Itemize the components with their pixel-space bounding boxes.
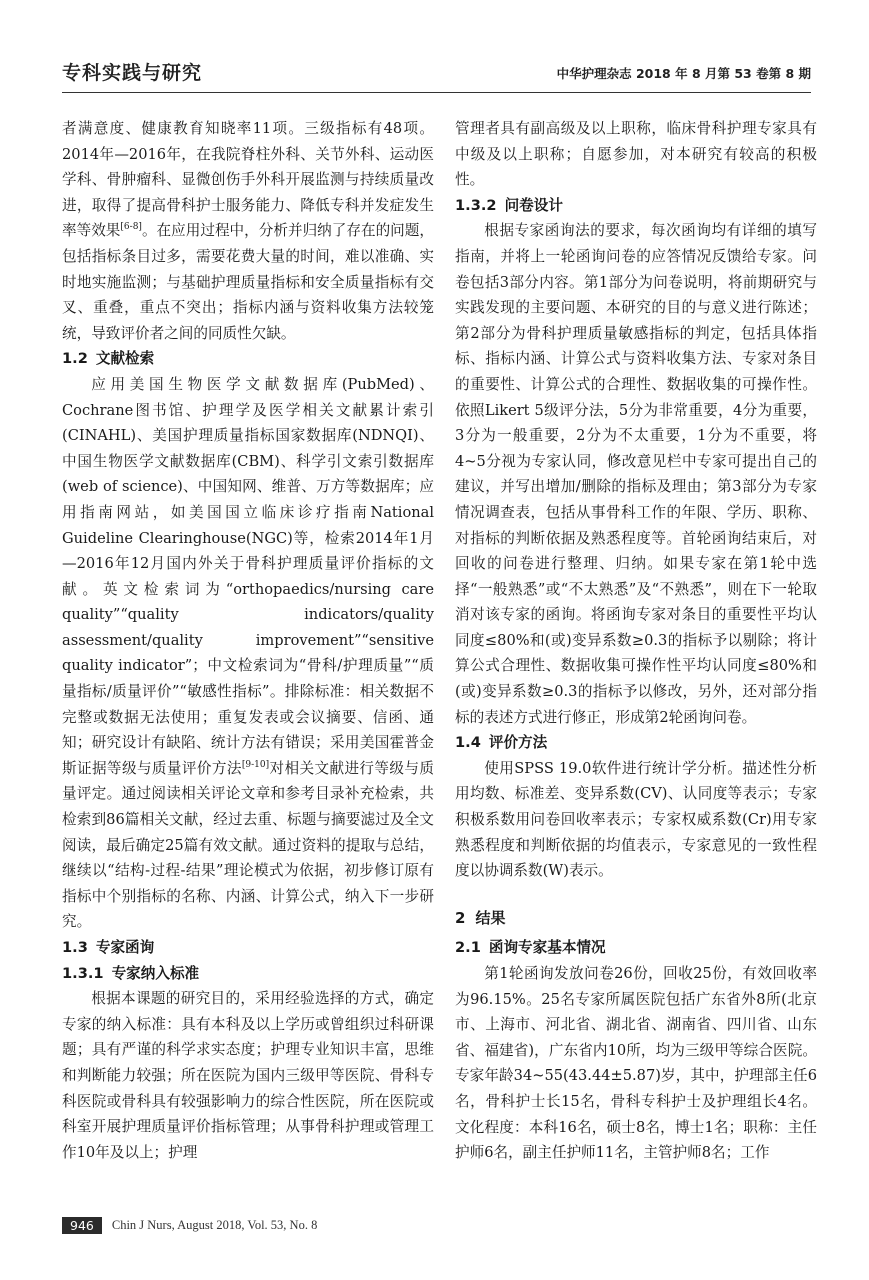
section-heading-1-3: 1.3 专家函询	[62, 939, 155, 956]
left-column	[62, 116, 434, 1165]
paragraph: 第1轮函询发放问卷26份，回收25份，有效回收率为96.15%。25名专家所属医院包括广东省外8所(北京市、上海市、河北省、湖北省、湖南省、四川省、山东省、福建省)，广东省内10所，均为三级甲等综合医院。专家年龄34~55(43.44±5.87)岁，其中，护理部主任6名，骨科护士长15名，骨科专科护士及护理组长4名。文化程度：本科16名，硕士8名，博士1名；职称：主任护师6名，副主任护师11名，主管护师8名；工作	[455, 965, 817, 1162]
paragraph: 根据本课题的研究目的，采用经验选择的方式，确定专家的纳入标准：具有本科及以上学历或曾组织过科研课题；具有严谨的科学求实态度；护理专业知识丰富，思维和判断能力较强；所在医院为国内三级甲等医院、骨科专科医院或骨科具有较强影响力的综合性医院，所在医院或科室开展护理质量评价指标管理；从事骨科护理或管理工作10年及以上；护理	[62, 990, 434, 1161]
section-heading-1-4: 1.4 评价方法	[455, 734, 548, 752]
section-title: 专科实践与研究	[62, 62, 203, 84]
header-divider	[62, 92, 811, 93]
paragraph: 者满意度、健康教育知晓率11项。三级指标有48项。2014年—2016年，在我院脊柱外科、关节外科、运动医学科、骨肿瘤科、显微创伤手外科开展监测与持续质量改进，取得了提高骨科护士服务能力、降低专科并发症发生率等效果[6-8]。在应用过程中，分析并归纳了存在的问题，包括指标条目过多，需要花费大量的时间，难以准确、实时地实施监测；与基础护理质量指标和安全质量指标有交叉、重叠，重点不突出；指标内涵与资料收集方法较笼统，导致评价者之间的同质性欠缺。	[62, 120, 434, 342]
page-footer	[62, 1217, 317, 1234]
paragraph: 根据专家函询法的要求，每次函询均有详细的填写指南，并将上一轮函询问卷的应答情况反馈给专家。问卷包括3部分内容。第1部分为问卷说明，将前期研究与实践发现的主要问题、本研究的目的与意义进行陈述；第2部分为骨科护理质量敏感指标的判定，包括具体指标、指标内涵、计算公式与资料收集方法、专家对条目的重要性、计算公式的合理性、数据收集的可操作性。依照Likert 5级评分法，5分为非常重要，4分为重要，3分为一般重要，2分为不太重要，1分为不重要，将4~5分视为专家认同，修改意见栏中专家可提出自己的建议，并写出增加/删除的指标及理由；第3部分为专家情况调查表，包括从事骨科工作的年限、学历、职称、对指标的判断依据及熟悉程度等。首轮函询结束后，对回收的问卷进行整理、归纳。如果专家在第1轮中选择“一般熟悉”或“不太熟悉”及“不熟悉”，则在下一轮取消对该专家的函询。将函询专家对条目的重要性平均认同度≤80%和(或)变异系数≥0.3的指标予以剔除；将计算公式合理性、数据收集可操作性平均认同度≤80%和(或)变异系数≥0.3的指标予以修改，另外，还对部分指标的表述方式进行修正，形成第2轮函询问卷。	[455, 222, 817, 726]
section-heading-1-3-2: 1.3.2 问卷设计	[455, 196, 563, 214]
citation: [6-8]	[120, 222, 142, 233]
page-number: 946	[62, 1217, 102, 1234]
section-heading-1-2: 1.2 文献检索	[62, 350, 155, 368]
paragraph: 应用美国生物医学文献数据库(PubMed)、Cochrane图书馆、护理学及医学相关文献累计索引(CINAHL)、美国护理质量指标国家数据库(NDNQI)、中国生物医学文献数据库(CBM)、科学引文索引数据库(web of science)、中国知网、维普、万方等数据库；应用指南网站，如美国国立临床诊疗指南National Guideline Clearinghouse(NGC)等，检索2014年1月—2016年12月国内外关于骨科护理质量评价指标的文献。英文检索词为“orthopaedics/nursing care quality”“quality indicators/quality assessment/quality improvement”“sensitive quality indicator”；中文检索词为“骨科/护理质量”“质量指标/质量评价”“敏感性指标”。排除标准：相关数据不完整或数据无法使用；重复发表或会议摘要、信函、通知；研究设计有缺陷、统计方法有错误；采用美国霍普金斯证据等级与质量评价方法[9-10]对相关文献进行等级与质量评定。通过阅读相关评论文章和参考目录补充检索，共检索到86篇相关文献，经过去重、标题与摘要滤过及全文阅读，最后确定25篇有效文献。通过资料的提取与总结，继续以“结构-过程-结果”理论模式为依据，初步修订原有指标中个别指标的名称、内涵、计算公式，纳入下一步研究。	[62, 375, 434, 931]
section-heading-1-3-1: 1.3.1 专家纳入标准	[62, 964, 200, 982]
section-heading-2: 2 结果	[455, 908, 506, 927]
citation: [9-10]	[241, 759, 270, 770]
journal-info: 中华护理杂志 2018 年 8 月第 53 卷第 8 期	[556, 66, 811, 81]
footer-citation: Chin J Nurs, August 2018, Vol. 53, No. 8	[111, 1218, 318, 1232]
section-heading-2-1: 2.1 函询专家基本情况	[455, 939, 606, 957]
paragraph: 使用SPSS 19.0软件进行统计学分析。描述性分析用均数、标准差、变异系数(CV)、认同度等表示；专家积极系数用问卷回收率表示；专家权威系数(Cr)用专家熟悉程度和判断依据的均值表示，专家意见的一致性程度以协调系数(W)表示。	[455, 759, 817, 880]
paragraph: 管理者具有副高级及以上职称，临床骨科护理专家具有中级及以上职称；自愿参加，对本研究有较高的积极性。	[455, 120, 817, 189]
right-column	[455, 116, 817, 1166]
